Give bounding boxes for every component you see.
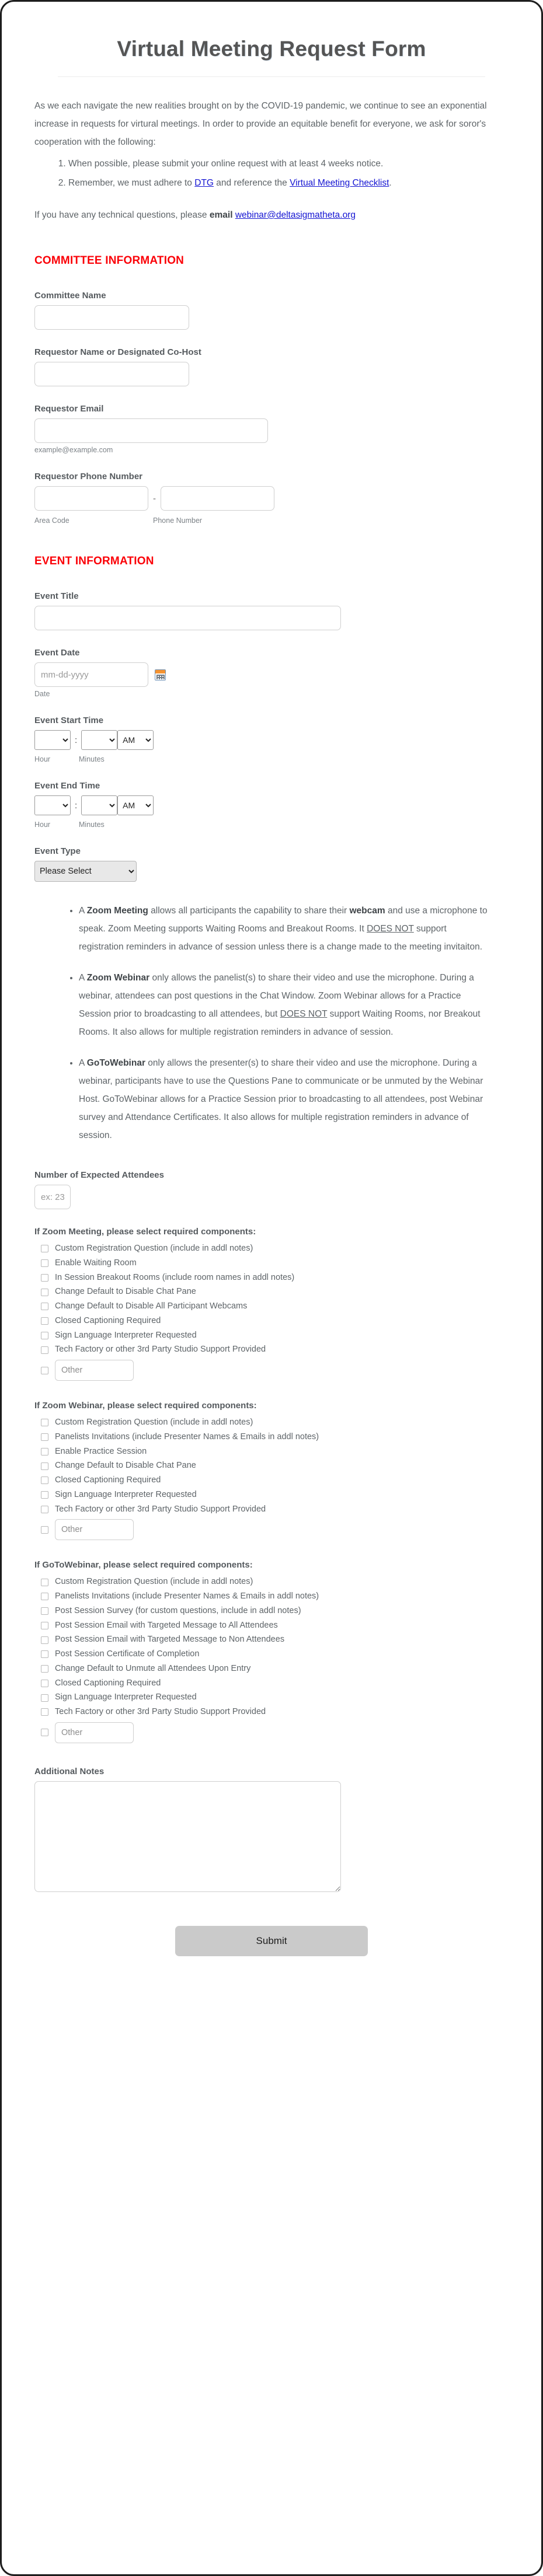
expected-attendees-label: Number of Expected Attendees	[34, 1170, 164, 1180]
zoom-webinar-components-group	[34, 1401, 509, 1540]
checkbox-label: Custom Registration Question (include in addl notes)	[55, 1418, 253, 1427]
submit-button[interactable]: Submit	[175, 1926, 368, 1956]
event-end-time-label: Event End Time	[34, 781, 100, 791]
gotowebinar-components-group	[34, 1560, 509, 1743]
checkbox[interactable]	[41, 1491, 48, 1499]
list-item	[79, 902, 509, 956]
bullet-1-term: Zoom Meeting	[86, 906, 148, 916]
gotowebinar-other-input[interactable]	[55, 1722, 134, 1743]
event-date-field	[34, 648, 509, 698]
contact-email-bold-label: email	[209, 210, 233, 220]
event-date-label: Event Date	[34, 648, 80, 658]
phone-hints-row	[34, 514, 509, 525]
checkbox[interactable]	[41, 1289, 48, 1296]
intro-item-2-text-middle: and reference the	[213, 178, 290, 188]
checkbox-row[interactable]	[34, 1605, 509, 1618]
checkbox-label: Post Session Email with Targeted Message to Non Attendees	[55, 1635, 285, 1645]
intro-item-2-text-before: Remember, we must adhere to	[68, 178, 195, 188]
checkbox[interactable]	[41, 1245, 48, 1252]
checkbox-row[interactable]	[34, 1416, 509, 1429]
bullet-1-part3: support registration reminders in advance of session unless there is a change made to the meeting invitaiton.	[79, 924, 482, 952]
checkbox-label: Tech Factory or other 3rd Party Studio Support Provided	[55, 1504, 266, 1514]
checkbox[interactable]	[41, 1579, 48, 1586]
phone-number-hint: Phone Number	[153, 516, 203, 525]
checkbox-row[interactable]	[34, 1343, 509, 1356]
page-title: Virtual Meeting Request Form	[117, 37, 426, 61]
checkbox-row[interactable]	[34, 1619, 509, 1632]
event-information-heading: EVENT INFORMATION	[34, 555, 154, 567]
checkbox-label: Sign Language Interpreter Requested	[55, 1330, 197, 1340]
list-item	[68, 174, 509, 192]
checkbox-label: Closed Captioning Required	[55, 1678, 161, 1688]
checkbox[interactable]	[41, 1346, 48, 1354]
requestor-email-label: Requestor Email	[34, 404, 104, 414]
end-time-row	[34, 795, 509, 815]
checkbox-label: Enable Waiting Room	[55, 1258, 137, 1268]
checkbox-label: Sign Language Interpreter Requested	[55, 1692, 197, 1702]
checkbox-row[interactable]	[34, 1590, 509, 1603]
bullet-1-underline: DOES NOT	[367, 924, 414, 934]
end-time-meridiem-select[interactable]	[117, 795, 154, 815]
checkbox[interactable]	[41, 1303, 48, 1310]
checkbox-label: Post Session Survey (for custom questions, include in addl notes)	[55, 1605, 301, 1615]
checkbox-row[interactable]	[34, 1286, 509, 1299]
checkbox-label: Panelists Invitations (include Presenter Names & Emails in addl notes)	[55, 1591, 319, 1601]
checkbox-row[interactable]	[34, 1300, 509, 1313]
checkbox[interactable]	[41, 1274, 48, 1282]
zoom-meeting-components-group	[34, 1227, 509, 1381]
end-time-hints-row	[34, 818, 509, 829]
phone-separator: -	[153, 493, 156, 504]
calendar-icon[interactable]	[155, 669, 166, 680]
checkbox-label: Closed Captioning Required	[55, 1315, 161, 1325]
start-time-row	[34, 730, 509, 750]
bullet-1-part1: allows all participants the capability to share their	[148, 906, 350, 916]
checkbox[interactable]	[41, 1259, 48, 1267]
zoom-webinar-components-heading: If Zoom Webinar, please select required components:	[34, 1401, 257, 1411]
bullet-3-term: GoToWebinar	[86, 1058, 145, 1068]
zoom-meeting-components-heading: If Zoom Meeting, please select required components:	[34, 1227, 256, 1237]
event-title-label: Event Title	[34, 591, 79, 601]
requestor-email-input[interactable]	[34, 418, 268, 443]
dtg-link[interactable]: DTG	[194, 178, 214, 188]
requestor-name-input[interactable]	[34, 362, 189, 386]
checkbox-label: In Session Breakout Rooms (include room names in addl notes)	[55, 1272, 295, 1282]
checkbox[interactable]	[41, 1708, 48, 1716]
checkbox-row[interactable]	[34, 1431, 509, 1444]
checkbox-label: Panelists Invitations (include Presenter Names & Emails in addl notes)	[55, 1432, 319, 1441]
end-time-separator: :	[75, 800, 78, 811]
webinar-email-link[interactable]: webinar@deltasigmatheta.org	[235, 210, 356, 220]
event-type-label: Event Type	[34, 846, 81, 856]
checkbox-row[interactable]	[34, 1691, 509, 1704]
checkbox-row[interactable]	[34, 1315, 509, 1328]
checkbox-label: Sign Language Interpreter Requested	[55, 1489, 197, 1499]
additional-notes-field	[34, 1767, 509, 1892]
zoom-webinar-other-input[interactable]	[55, 1519, 134, 1540]
checkbox[interactable]	[41, 1477, 48, 1484]
intro-item-2-text-after: .	[389, 178, 392, 188]
end-time-hour-select[interactable]	[34, 795, 71, 815]
event-start-time-field	[34, 715, 509, 763]
end-time-hour-hint: Hour	[34, 821, 51, 829]
zoom-meeting-other-row	[34, 1360, 509, 1381]
technical-questions-line	[34, 206, 509, 224]
checkbox-label: Enable Practice Session	[55, 1446, 147, 1456]
checkbox[interactable]	[41, 1506, 48, 1513]
checkbox[interactable]	[41, 1367, 48, 1374]
checkbox-label: Change Default to Unmute all Attendees Upon Entry	[55, 1663, 251, 1673]
checkbox-label: Post Session Certificate of Completion	[55, 1649, 200, 1659]
checkbox[interactable]	[41, 1448, 48, 1455]
additional-notes-textarea[interactable]	[34, 1781, 341, 1892]
contact-prefix: If you have any technical questions, please	[34, 210, 210, 220]
event-date-row	[34, 662, 509, 687]
checkbox-row[interactable]	[34, 1446, 509, 1458]
end-time-minutes-hint: Minutes	[79, 821, 105, 829]
bullet-2-part1: only allows the panelist(s) to share their video and use the microphone. During a webinar, attendees can post questions in the Chat Window. Zoom Webinar allows for a Practice Session prior to broadcasting to all attendees, but	[79, 973, 474, 1019]
start-time-separator: :	[75, 735, 78, 745]
requestor-name-field	[34, 347, 509, 386]
gotowebinar-other-row	[34, 1722, 509, 1743]
intro-item-1-text: When possible, please submit your online request with at least 4 weeks notice.	[68, 159, 384, 169]
checkbox-row[interactable]	[34, 1633, 509, 1646]
requestor-name-label: Requestor Name or Designated Co-Host	[34, 347, 201, 357]
checkbox-label: Change Default to Disable Chat Pane	[55, 1461, 196, 1471]
checkbox-row[interactable]	[34, 1257, 509, 1270]
event-type-select[interactable]	[34, 861, 137, 882]
event-date-input[interactable]	[34, 662, 148, 687]
expected-attendees-input[interactable]	[34, 1185, 71, 1209]
checkbox-row[interactable]	[34, 1663, 509, 1676]
list-item	[79, 1054, 509, 1144]
checkbox-label: Tech Factory or other 3rd Party Studio Support Provided	[55, 1707, 266, 1716]
intro-paragraph: As we each navigate the new realities brought on by the COVID-19 pandemic, we continue to see an exponential increase in requests for virtural meetings. In order to provide an equitable benefit for everyone, we ask for soror's cooperation with the following:	[34, 101, 487, 147]
virtual-meeting-checklist-link[interactable]: Virtual Meeting Checklist	[290, 178, 389, 188]
event-type-field	[34, 846, 509, 882]
checkbox-row[interactable]	[34, 1329, 509, 1342]
checkbox[interactable]	[41, 1593, 48, 1600]
phone-area-code-hint: Area Code	[34, 516, 69, 525]
start-time-meridiem-select[interactable]	[117, 730, 154, 750]
bullet-3-prefix: A	[79, 1058, 87, 1068]
phone-area-code-input[interactable]	[34, 486, 148, 511]
checkbox-row[interactable]	[34, 1677, 509, 1690]
checkbox-row[interactable]	[34, 1489, 509, 1502]
checkbox[interactable]	[41, 1433, 48, 1441]
checkbox-label: Closed Captioning Required	[55, 1475, 161, 1485]
event-title-input[interactable]	[34, 606, 341, 630]
bullet-1-bold2: webcam	[349, 906, 385, 916]
checkbox[interactable]	[41, 1622, 48, 1629]
checkbox-label: Post Session Email with Targeted Message to All Attendees	[55, 1620, 278, 1630]
committee-name-label: Committee Name	[34, 291, 106, 301]
requestor-email-hint: example@example.com	[34, 446, 113, 454]
event-end-time-field	[34, 781, 509, 829]
checkbox-row[interactable]	[34, 1648, 509, 1661]
event-type-explanation-list	[34, 902, 509, 1144]
bullet-3-part1: only allows the presenter(s) to share their video and use the microphone. During a webinar, participants have to use the Questions Pane to communicate or be unmuted by the Webinar Host. GoToWebinar allows for a Practice Session prior to broadcasting to all attendees, post Webinar survey and Attendance Certificates. It also allows for multiple registration reminders in advance of session.	[79, 1058, 483, 1140]
start-time-hour-hint: Hour	[34, 755, 51, 763]
bullet-2-prefix: A	[79, 973, 87, 983]
checkbox-label: Tech Factory or other 3rd Party Studio Support Provided	[55, 1345, 266, 1355]
list-item	[68, 155, 509, 173]
phone-inputs-row	[34, 486, 509, 511]
additional-notes-label: Additional Notes	[34, 1766, 105, 1776]
submit-area	[34, 1926, 509, 1956]
checkbox-row[interactable]	[34, 1460, 509, 1472]
gotowebinar-components-heading: If GoToWebinar, please select required components:	[34, 1560, 253, 1570]
checkbox-row[interactable]	[34, 1576, 509, 1589]
checkbox[interactable]	[41, 1526, 48, 1534]
expected-attendees-field	[34, 1170, 509, 1209]
checkbox-label: Change Default to Disable All Participant Webcams	[55, 1301, 248, 1311]
zoom-meeting-other-input[interactable]	[55, 1360, 134, 1381]
start-time-hints-row	[34, 752, 509, 763]
checkbox[interactable]	[41, 1694, 48, 1702]
checkbox[interactable]	[41, 1607, 48, 1615]
event-title-field	[34, 591, 509, 630]
checkbox[interactable]	[41, 1419, 48, 1426]
end-time-minutes-select[interactable]	[81, 795, 117, 815]
committee-information-heading: COMMITTEE INFORMATION	[34, 254, 185, 267]
committee-name-input[interactable]	[34, 305, 189, 330]
checkbox-row[interactable]	[34, 1272, 509, 1284]
bullet-1-prefix: A	[79, 906, 87, 916]
requestor-phone-field	[34, 472, 509, 525]
checkbox[interactable]	[41, 1729, 48, 1736]
phone-number-input[interactable]	[161, 486, 274, 511]
bullet-2-underline: DOES NOT	[280, 1009, 328, 1019]
title-divider	[58, 76, 485, 77]
zoom-webinar-other-row	[34, 1519, 509, 1540]
checkbox[interactable]	[41, 1665, 48, 1673]
checkbox[interactable]	[41, 1462, 48, 1470]
requestor-email-field	[34, 404, 509, 454]
checkbox-row[interactable]	[34, 1706, 509, 1719]
checkbox[interactable]	[41, 1636, 48, 1644]
checkbox[interactable]	[41, 1332, 48, 1339]
checkbox[interactable]	[41, 1650, 48, 1658]
checkbox-row[interactable]	[34, 1503, 509, 1516]
intro-instructions-list	[34, 155, 509, 192]
checkbox-label: Change Default to Disable Chat Pane	[55, 1287, 196, 1297]
checkbox-label: Custom Registration Question (include in addl notes)	[55, 1577, 253, 1587]
start-time-minutes-select[interactable]	[81, 730, 117, 750]
requestor-phone-label: Requestor Phone Number	[34, 472, 143, 481]
checkbox[interactable]	[41, 1680, 48, 1687]
bullet-2-part3: support Waiting Rooms, nor Breakout Rooms. It also allows for multiple registration reminders in advance of session.	[79, 1009, 481, 1037]
event-date-hint: Date	[34, 690, 50, 698]
committee-name-field	[34, 291, 509, 330]
bullet-1-part2: and use a microphone to speak. Zoom Meeting supports Waiting Rooms and Breakout Rooms. It	[79, 906, 488, 934]
checkbox-label: Custom Registration Question (include in addl notes)	[55, 1244, 253, 1253]
start-time-minutes-hint: Minutes	[79, 755, 105, 763]
checkbox-row[interactable]	[34, 1242, 509, 1255]
list-item	[79, 969, 509, 1041]
checkbox[interactable]	[41, 1317, 48, 1325]
start-time-hour-select[interactable]	[34, 730, 71, 750]
event-start-time-label: Event Start Time	[34, 715, 104, 725]
bullet-2-term: Zoom Webinar	[86, 973, 150, 983]
checkbox-row[interactable]	[34, 1474, 509, 1487]
